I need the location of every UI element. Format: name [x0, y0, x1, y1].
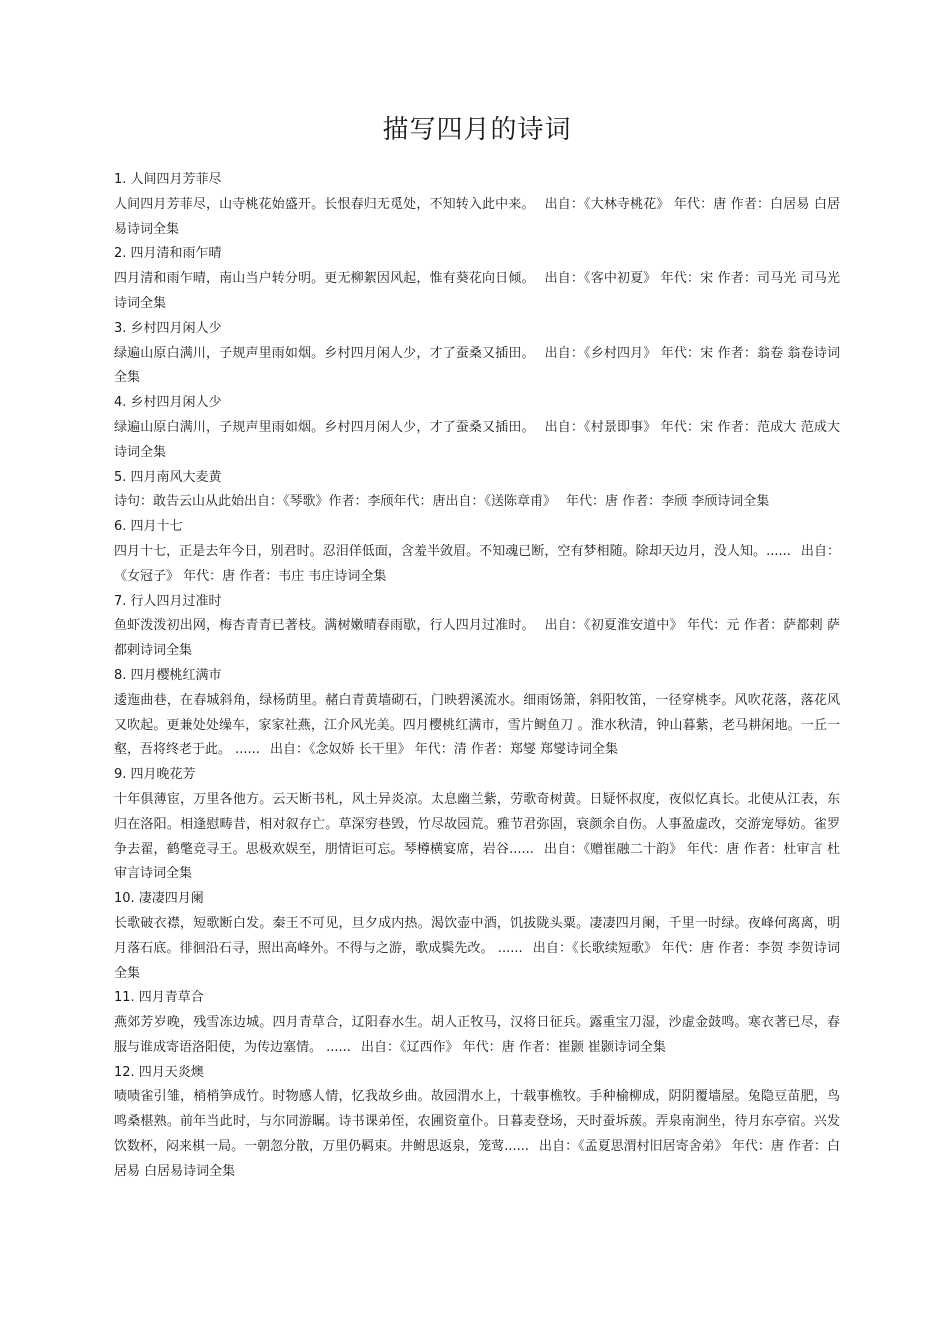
poem-source: 出自：《辽西作》 年代：唐 作者：崔颢 崔颢诗词全集 [360, 1039, 666, 1055]
poem-body [114, 912, 840, 986]
poem-body [114, 1085, 840, 1184]
poem-body [114, 490, 840, 515]
poem-entry [114, 242, 840, 316]
poem-text: 逶迤曲巷，在春城斜角，绿杨荫里。赭白青黄墙砌石，门映碧溪流水。细雨饧箫，斜阳牧笛，一径穿桃李。风吹花落，落花风又吹起。更兼处处缲车，家家社燕，江介风光美。四月樱桃红满市，雪片鲥鱼刀 。淮水秋清，钟山暮紫，老马耕闲地。一丘一壑，吾将终老于此。 ...... [114, 692, 840, 758]
poem-heading: 1. 人间四月芳菲尽 [114, 172, 222, 187]
poem-source: 出自：《赠崔融二十韵》 年代：唐 作者：杜审言 杜审言诗词全集 [114, 841, 840, 882]
document-page [114, 112, 840, 1185]
poem-entry [114, 515, 840, 589]
poem-entry [114, 763, 840, 887]
poem-heading: 11. 四月青草合 [114, 990, 204, 1006]
poem-entry [114, 1061, 840, 1185]
poem-heading: 5. 四月南风大麦黄 [114, 469, 222, 485]
poem-body [114, 540, 840, 590]
poem-source: 出自：《村景即事》 年代：宋 作者：范成大 范成大诗词全集 [114, 419, 840, 460]
poem-text: 十年俱薄宦，万里各他方。云天断书札，风土异炎凉。太息幽兰紫，劳歌奇树黄。日疑怀叔度，夜似忆真长。北使从江表，东归在洛阳。相逢慰畴昔，相对叙存亡。草深穷巷毁，竹尽故园荒。雅节君弥固，衰颜余自伤。人事盈虚改，交游宠辱妨。雀罗争去翟，鹤氅竞寻王。思极欢娱至，朋情讵可忘。琴樽横宴席，岩谷...... [114, 791, 840, 857]
document-title: 描写四月的诗词 [382, 115, 572, 145]
poem-source: 出自：《乡村四月》 年代：宋 作者：翁卷 翁卷诗词全集 [114, 345, 840, 386]
poem-body [114, 614, 840, 664]
poem-entry [114, 986, 840, 1060]
poem-text: 四月十七，正是去年今日，别君时。忍泪佯低面，含羞半敛眉。不知魂已断，空有梦相随。除却天边月，没人知。...... [114, 543, 791, 559]
poem-text: 燕郊芳岁晚，残雪冻边城。四月青草合，辽阳春水生。胡人正牧马，汉将日征兵。露重宝刀湿，沙虚金鼓鸣。寒衣著已尽，春服与谁成寄语洛阳使，为传边塞情。 ...... [114, 1015, 840, 1055]
poem-heading: 10. 凄凄四月阑 [114, 891, 204, 907]
poem-text: 诗句：敢告云山从此始出自：《琴歌》作者：李颀年代：唐出自：《送陈章甫》 [114, 494, 557, 510]
poem-text: 人间四月芳菲尽，山寺桃花始盛开。长恨春归无觅处，不知转入此中来。 [114, 196, 535, 212]
poem-entry [114, 317, 840, 391]
poem-body [114, 416, 840, 466]
poem-heading: 9. 四月晚花芳 [114, 767, 196, 783]
poem-source: 出自：《孟夏思渭村旧居寄舍弟》 年代：唐 作者：白居易 白居易诗词全集 [114, 1139, 841, 1179]
poem-text: 绿遍山原白满川，子规声里雨如烟。乡村四月闲人少，才了蚕桑又插田。 [114, 345, 535, 361]
poem-source: 年代：唐 作者：李颀 李颀诗词全集 [566, 494, 770, 510]
poem-source: 出自：《长歌续短歌》 年代：唐 作者：李贺 李贺诗词全集 [114, 940, 840, 981]
poem-entry [114, 168, 840, 242]
poem-text: 四月清和雨乍晴，南山当户转分明。更无柳絮因风起，惟有葵花向日倾。 [114, 271, 535, 287]
poem-body [114, 689, 840, 763]
poem-body [114, 193, 840, 243]
poem-source: 出自：《女冠子》 年代：唐 作者：韦庄 韦庄诗词全集 [114, 543, 840, 584]
poem-entry [114, 466, 840, 516]
poem-source: 出自：《初夏淮安道中》 年代：元 作者：萨都剌 萨都剌诗词全集 [114, 618, 840, 659]
poem-heading: 7. 行人四月过准时 [114, 593, 222, 609]
poem-body [114, 267, 840, 317]
poem-source: 出自：《客中初夏》 年代：宋 作者：司马光 司马光诗词全集 [114, 271, 840, 311]
poem-source: 出自：《大林寺桃花》 年代：唐 作者：白居易 白居易诗词全集 [114, 196, 840, 237]
poem-body [114, 1011, 840, 1061]
poem-heading: 2. 四月清和雨乍晴 [114, 246, 222, 262]
poem-list [114, 168, 840, 1185]
poem-entry [114, 887, 840, 986]
poem-body [114, 788, 840, 887]
poem-heading: 12. 四月天炎燠 [114, 1064, 204, 1080]
poem-text: 绿遍山原白满川，子规声里雨如烟。乡村四月闲人少，才了蚕桑又插田。 [114, 419, 535, 435]
poem-body [114, 342, 840, 392]
poem-heading: 8. 四月樱桃红满市 [114, 667, 222, 683]
poem-entry [114, 590, 840, 664]
poem-source: 出自：《念奴娇 长干里》 年代：清 作者：郑燮 郑燮诗词全集 [269, 742, 618, 758]
poem-heading: 3. 乡村四月闲人少 [114, 320, 222, 336]
poem-heading: 6. 四月十七 [114, 519, 183, 535]
poem-text: 啧啧雀引雏，梢梢笋成竹。时物感人情，忆我故乡曲。故园渭水上，十载事樵牧。手种榆柳成，阴阴覆墙屋。兔隐豆苗肥，鸟鸣桑椹熟。前年当此时，与尔同游瞩。诗书课弟侄，农圃资童仆。日暮麦登场，天时蚕坼蔟。弄泉南涧坐，待月东亭宿。兴发饮数杯，闷来棋一局。一朝忽分散，万里仍羁束。井鲋思返泉，笼莺...... [114, 1089, 840, 1155]
poem-entry [114, 391, 840, 465]
poem-text: 长歌破衣襟，短歌断白发。秦王不可见，旦夕成内热。渴饮壶中酒，饥拔陇头粟。凄凄四月阑，千里一时绿。夜峰何离离，明月落石底。徘徊沿石寻，照出高峰外。不得与之游，歌成鬓先改。 ...... [114, 915, 840, 956]
poem-text: 鱼虾泼泼初出网，梅杏青青已著枝。满树嫩晴春雨歇，行人四月过准时。 [114, 618, 535, 634]
poem-entry [114, 664, 840, 763]
poem-heading: 4. 乡村四月闲人少 [114, 395, 222, 411]
